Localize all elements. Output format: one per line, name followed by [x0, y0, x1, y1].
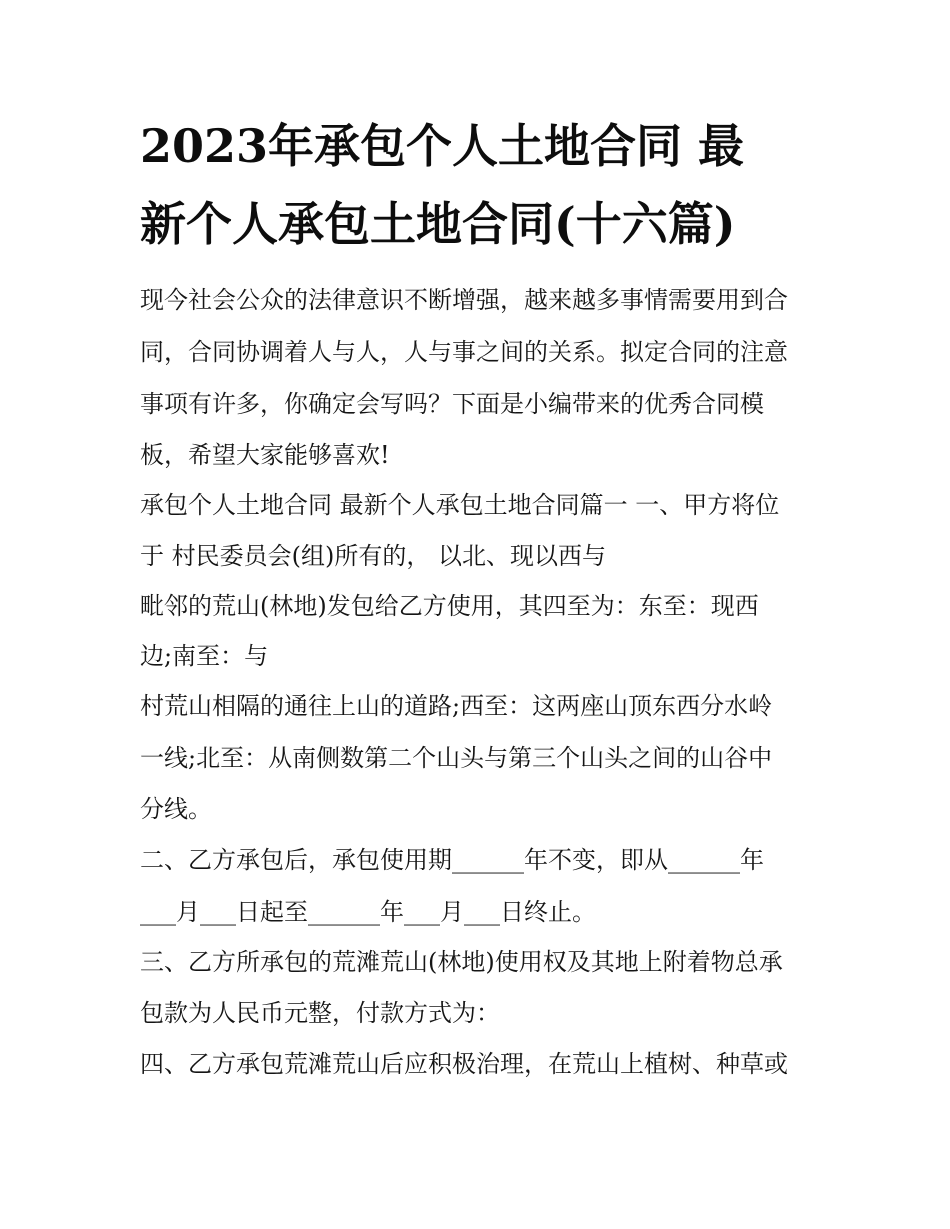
body-line-10: 一线;北至：从南侧数第二个山头与第三个山头之间的山谷中: [140, 744, 773, 772]
body-line-16: 四、乙方承包荒滩荒山后应积极治理，在荒山上植树、种草或: [140, 1050, 788, 1078]
body-line-8: 边;南至：与: [140, 642, 269, 670]
body-line-12: 二、乙方承包后，承包使用期______年不变，即从______年: [140, 846, 764, 874]
document-title-line-2: 新个人承包土地合同(十六篇): [140, 197, 736, 251]
title-line-1-text: 年承包个人土地合同 最: [268, 119, 745, 173]
body-line-14: 三、乙方所承包的荒滩荒山(林地)使用权及其地上附着物总承: [140, 948, 783, 976]
body-line-15: 包款为人民币元整，付款方式为：: [140, 999, 500, 1027]
title-year: 2023: [140, 119, 269, 173]
body-line-7: 毗邻的荒山(林地)发包给乙方使用，其四至为：东至：现西: [140, 592, 759, 620]
document-title-line-1: [140, 118, 820, 174]
body-line-4: 板，希望大家能够喜欢!: [140, 441, 390, 469]
body-line-2: 同，合同协调着人与人，人与事之间的关系。拟定合同的注意: [140, 338, 788, 366]
body-line-9: 村荒山相隔的通往上山的道路;西至：这两座山顶东西分水岭: [140, 692, 773, 720]
body-line-3: 事项有许多，你确定会写吗？下面是小编带来的优秀合同模: [140, 390, 764, 418]
body-line-11: 分线。: [140, 795, 212, 823]
body-line-5: 承包个人土地合同 最新个人承包土地合同篇一 一、甲方将位: [140, 491, 780, 519]
body-line-6: 于 村民委员会(组)所有的， 以北、现以西与: [140, 542, 606, 570]
body-line-1: 现今社会公众的法律意识不断增强，越来越多事情需要用到合: [140, 286, 788, 314]
body-line-13: ___月___日起至______年___月___日终止。: [140, 898, 596, 926]
